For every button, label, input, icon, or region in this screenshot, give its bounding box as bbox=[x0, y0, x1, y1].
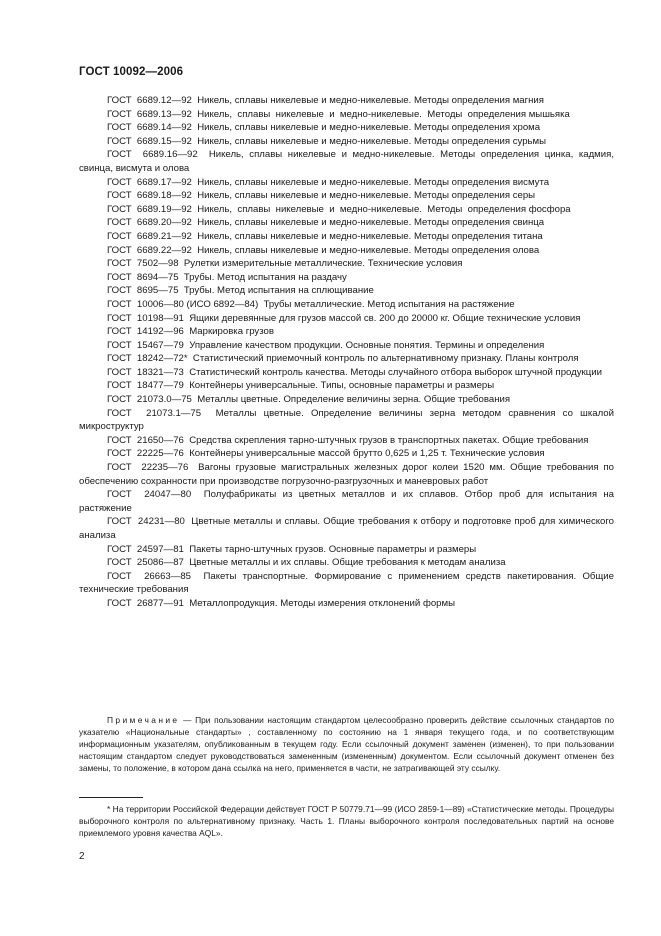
reference-entry: ГОСТ 26877—91 Металлопродукция. Методы измерения отклонений формы bbox=[107, 597, 455, 609]
reference-entry: ГОСТ 6689.16—92 Никель, сплавы никелевые и медно-никелевые. Методы определения цинка, кадмия, свинца, висмута и олова bbox=[79, 149, 617, 174]
reference-entry: ГОСТ 21073.1—75 Металлы цветные. Определение величины зерна методом сравнения со шкалой микроструктур bbox=[79, 407, 617, 433]
reference-entry: ГОСТ 7502—98 Рулетки измерительные металлические. Технические условия bbox=[107, 258, 463, 270]
reference-entry: ГОСТ 21073.0—75 Металлы цветные. Определение величины зерна. Общие требования bbox=[107, 394, 511, 406]
reference-entry: ГОСТ 10006—80 (ИСО 6892—84) Трубы металлические. Метод испытания на растяжение bbox=[107, 298, 515, 310]
reference-entry: ГОСТ 6689.12—92 Никель, сплавы никелевые и медно-никелевые. Методы определения магния bbox=[107, 95, 544, 106]
reference-entry: ГОСТ 21650—76 Средства скрепления тарно-штучных грузов в транспортных пакетах. Общие требования bbox=[107, 434, 589, 446]
note-label: Примечание bbox=[107, 715, 180, 725]
footnote: * На территории Российской Федерации действует ГОСТ Р 50779.71—99 (ИСО 2859-1—89) «Статистические методы. Процедуры выборочного контроля по альтернативному признаку. Часть 1. Планы выборочного контроля последовательных партий на основе приемлемого уровня качества AQL». bbox=[79, 804, 614, 838]
document-header: ГОСТ 10092—2006 bbox=[79, 66, 184, 78]
reference-entry: ГОСТ 6689.19—92 Никель, сплавы никелевые и медно-никелевые. Методы определения фосфора bbox=[107, 203, 571, 215]
reference-entry: ГОСТ 6689.21—92 Никель, сплавы никелевые и медно-никелевые. Методы определения титана bbox=[107, 230, 543, 242]
reference-entry: ГОСТ 26663—85 Пакеты транспортные. Формирование с применением средств пакетирования. Общие технические требования bbox=[79, 570, 617, 596]
reference-entry: ГОСТ 25086—87 Цветные металлы и их сплавы. Общие требования к методам анализа bbox=[107, 557, 506, 569]
reference-entry: ГОСТ 8694—75 Трубы. Метод испытания на раздачу bbox=[107, 271, 347, 283]
reference-entry: ГОСТ 6689.18—92 Никель, сплавы никелевые и медно-никелевые. Методы определения серы bbox=[107, 190, 536, 202]
reference-entry: ГОСТ 8695—75 Трубы. Метод испытания на сплющивание bbox=[107, 285, 374, 297]
note-text: — При пользовании настоящим стандартом целесообразно проверить действие ссылочных стандартов по указателю «Национальные стандарты» , составленному по состоянию на 1 января текущего года, и по соответствующим информационным указателям, опубликованным в текущем году. Если ссылочный документ заменен (изменен), то при пользовании настоящим стандартом следует руководствоваться замененным (измененным) документом. Если ссылочный документ отменен без замены, то положение, в котором дана ссылка на него, применяется в части, не затрагивающей эту ссылку. bbox=[79, 715, 614, 773]
reference-entry: ГОСТ 24047—80 Полуфабрикаты из цветных металлов и их сплавов. Отбор проб для испытания на растяжение bbox=[79, 489, 617, 514]
page-number: 2 bbox=[79, 851, 85, 862]
reference-entry: ГОСТ 18321—73 Статистический контроль качества. Методы случайного отбора выборок штучной продукции bbox=[107, 366, 602, 378]
reference-entry: ГОСТ 6689.14—92 Никель, сплавы никелевые и медно-никелевые. Методы определения хрома bbox=[107, 122, 541, 134]
reference-entry: ГОСТ 24597—81 Пакеты тарно-штучных грузов. Основные параметры и размеры bbox=[107, 543, 477, 555]
reference-entry: ГОСТ 22225—76 Контейнеры универсальные массой брутто 0,625 и 1,25 т. Технические условия bbox=[107, 448, 545, 460]
note-paragraph bbox=[79, 714, 614, 774]
reference-entry: ГОСТ 6689.15—92 Никель, сплавы никелевые и медно-никелевые. Методы определения сурьмы bbox=[107, 135, 547, 147]
reference-entry: ГОСТ 24231—80 Цветные металлы и сплавы. Общие требования к отбору и подготовке проб для химического анализа bbox=[79, 516, 617, 541]
reference-entry: ГОСТ 22235—76 Вагоны грузовые магистральных железных дорог колеи 1520 мм. Общие требования по обеспечению сохранности при производстве погрузочно-разгрузочных и маневровых работ bbox=[79, 462, 617, 487]
reference-entry: ГОСТ 6689.13—92 Никель, сплавы никелевые и медно-никелевые. Методы определения мышьяка bbox=[107, 108, 570, 120]
reference-entry: ГОСТ 18242—72* Статистический приемочный контроль по альтернативному признаку. Планы контроля bbox=[107, 353, 579, 365]
reference-entry: ГОСТ 18477—79 Контейнеры универсальные. Типы, основные параметры и размеры bbox=[107, 380, 495, 392]
reference-entry: ГОСТ 6689.17—92 Никель, сплавы никелевые и медно-никелевые. Методы определения висмута bbox=[107, 176, 550, 188]
reference-entry: ГОСТ 10198—91 Ящики деревянные для грузов массой св. 200 до 20000 кг. Общие технические условия bbox=[107, 312, 581, 324]
reference-entry: ГОСТ 6689.20—92 Никель, сплавы никелевые и медно-никелевые. Методы определения свинца bbox=[107, 217, 545, 229]
reference-entry: ГОСТ 14192—96 Маркировка грузов bbox=[107, 326, 274, 338]
normative-references-list bbox=[79, 94, 617, 611]
reference-entry: ГОСТ 15467—79 Управление качеством продукции. Основные понятия. Термины и определения bbox=[107, 339, 545, 351]
footnote-separator bbox=[79, 797, 143, 798]
reference-entry: ГОСТ 6689.22—92 Никель, сплавы никелевые и медно-никелевые. Методы определения олова bbox=[107, 244, 540, 256]
